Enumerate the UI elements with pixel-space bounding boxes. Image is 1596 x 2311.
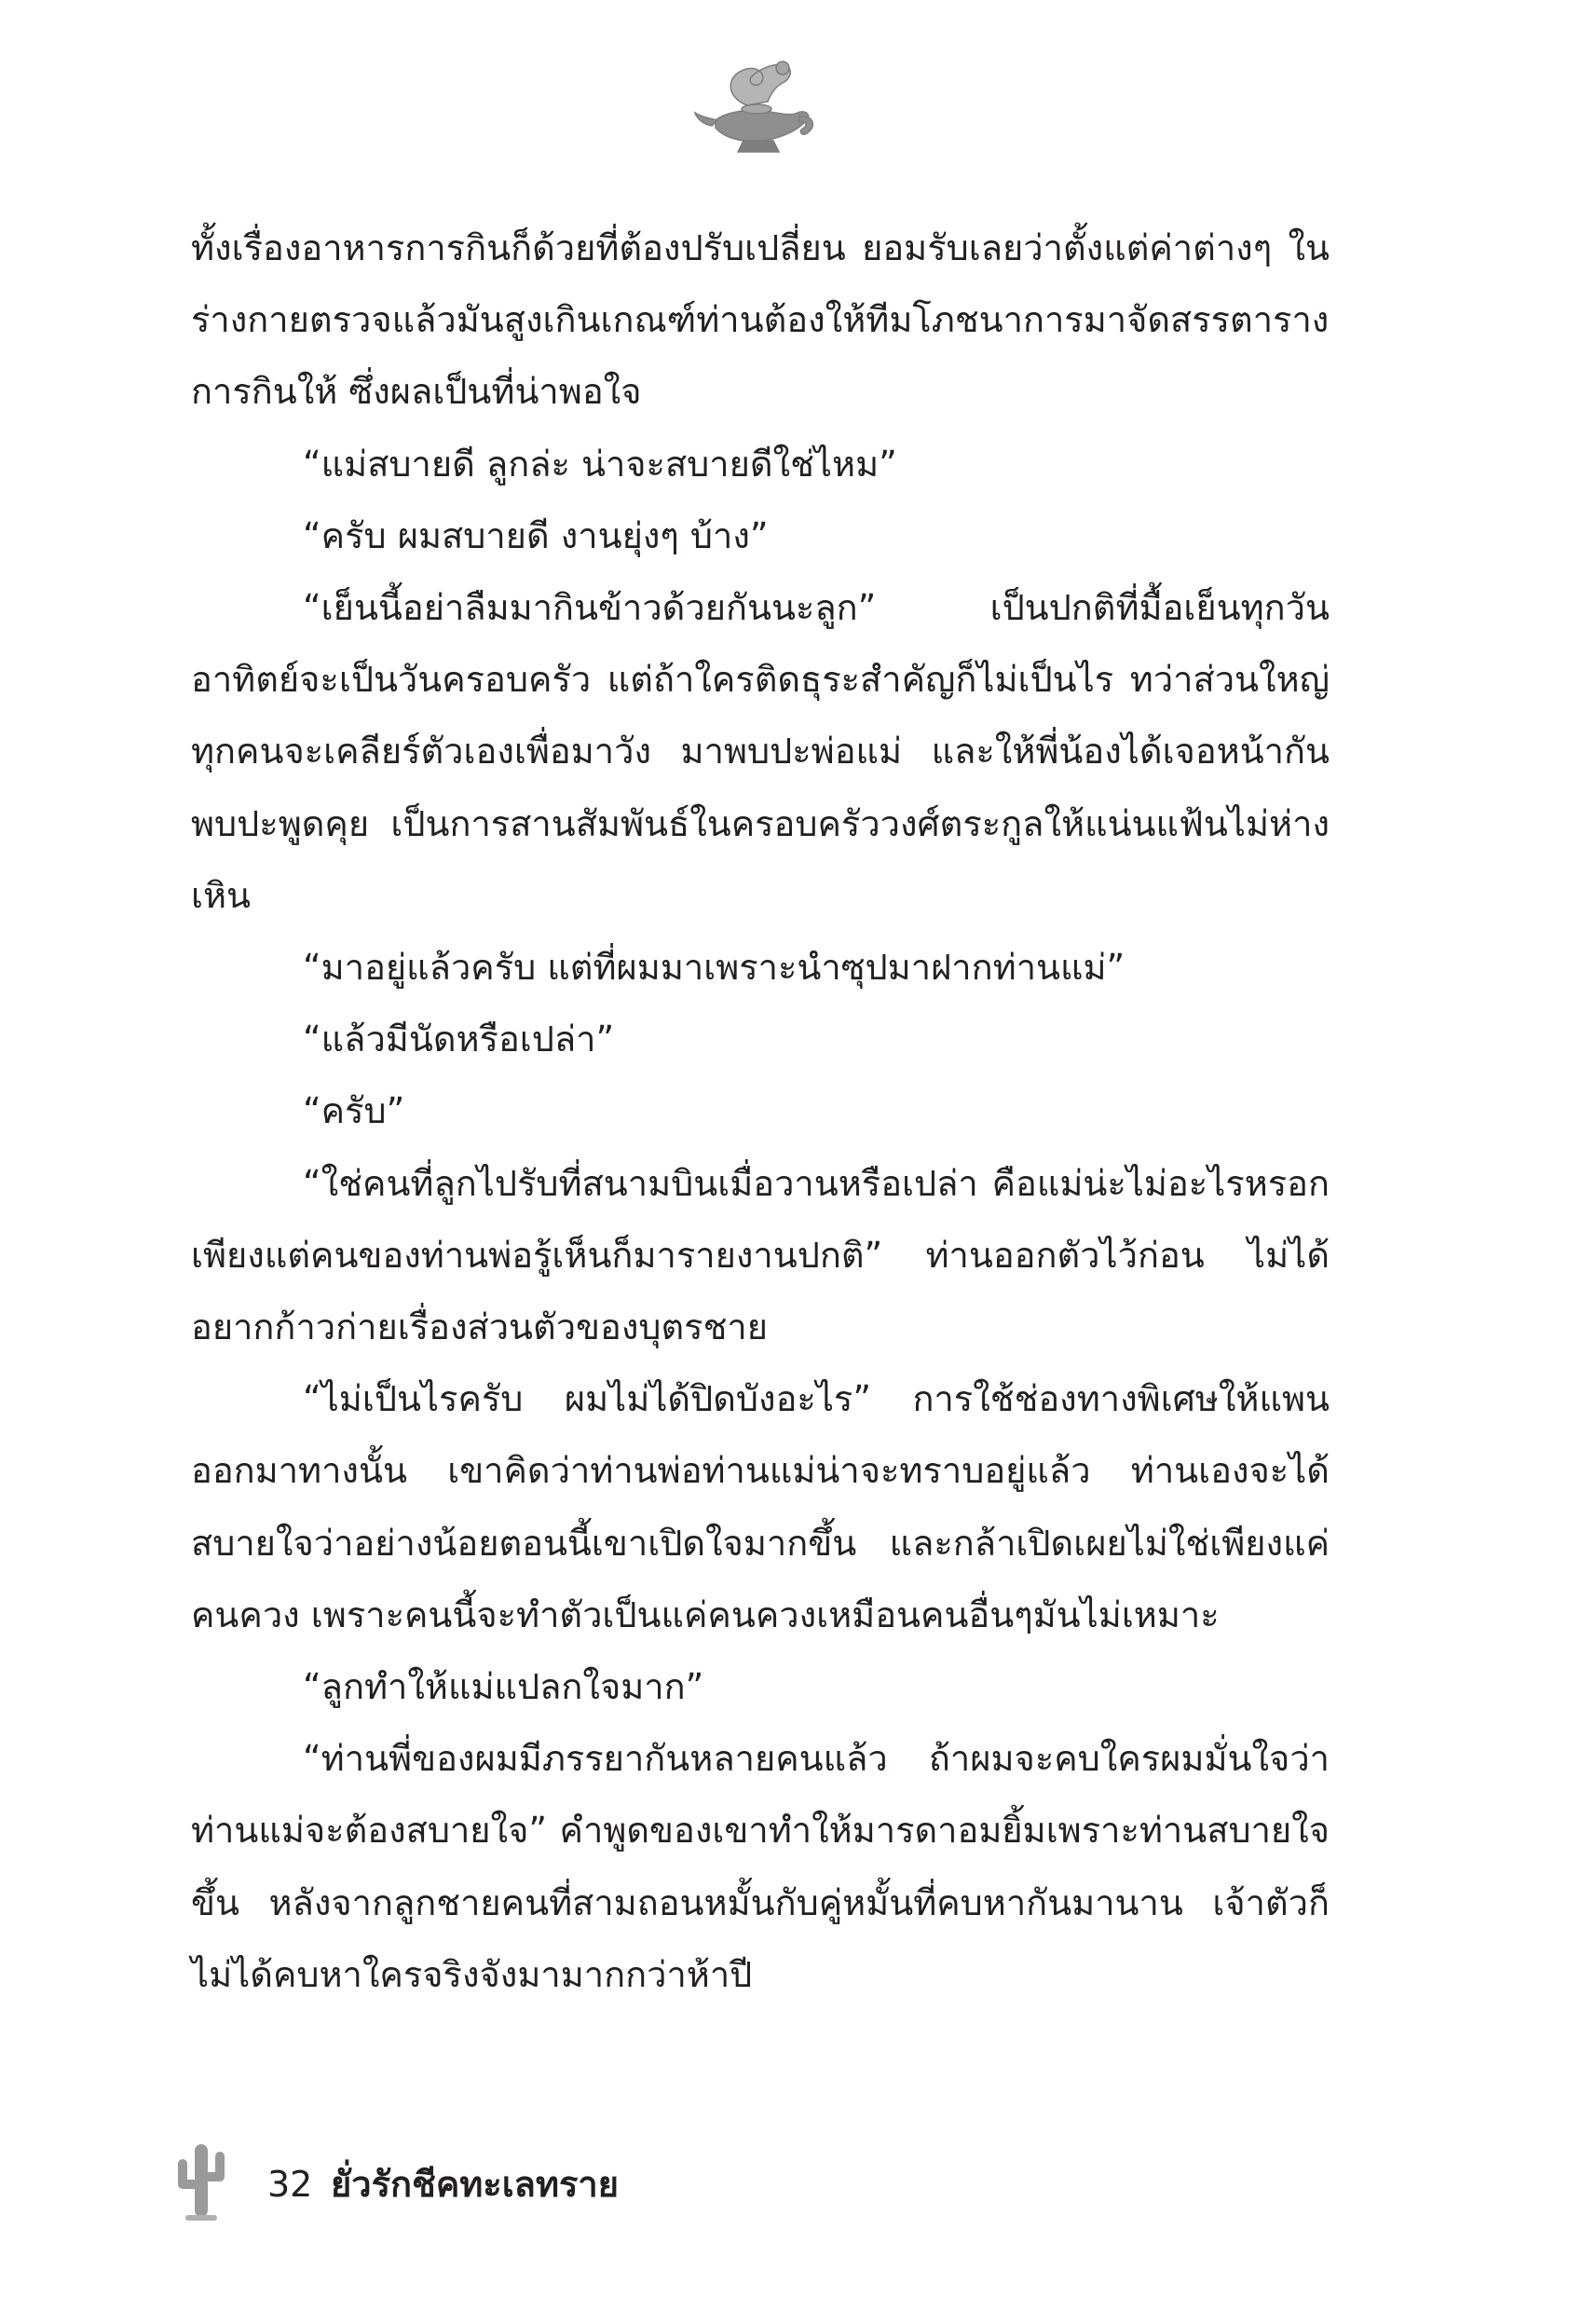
paragraph: “ครับ” bbox=[303, 1090, 405, 1132]
paragraph: “เย็นนี้อย่าลืมมากินข้าวด้วยกันนะลูก” เป็นปกติที่มื้อเย็นทุกวันอาทิตย์จะเป็นวันครอบครัว แต่ถ้าใครติดธุระสำคัญก็ไม่เป็นไร ทว่าส่วนใหญ่ทุกคนจะเคลียร์ตัวเองเพื่อมาวัง มาพบปะพ่อแม่ และให้พี่น้องได้เจอหน้ากันพบปะพูดคุย เป็นการสานสัมพันธ์ในครอบครัววงศ์ตระกูลให้แน่นแฟ้นไม่ห่างเหิน bbox=[191, 587, 1330, 916]
paragraph: “ลูกทำให้แม่แปลกใจมาก” bbox=[303, 1666, 704, 1708]
book-title: ยั่วรักชีคทะเลทราย bbox=[331, 2164, 620, 2205]
paragraph: “มาอยู่แล้วครับ แต่ที่ผมมาเพราะนำซุปมาฝากท่านแม่” bbox=[303, 947, 1125, 989]
paragraph: “ไม่เป็นไรครับ ผมไม่ได้ปิดบังอะไร” การใช้ช่องทางพิเศษให้แพนออกมาทางนั้น เขาคิดว่าท่านพ่อท่านแม่น่าจะทราบอยู่แล้ว ท่านเองจะได้สบายใจว่าอย่างน้อยตอนนี้เขาเปิดใจมากขึ้น และกล้าเปิดเผยไม่ใช่เพียงแค่คนควง เพราะคนนี้จะทำตัวเป็นแค่คนควงเหมือนคนอื่นๆมันไม่เหมาะ bbox=[191, 1378, 1330, 1635]
page-footer bbox=[172, 2139, 825, 2222]
paragraph: “ใช่คนที่ลูกไปรับที่สนามบินเมื่อวานหรือเปล่า คือแม่น่ะไม่อะไรหรอก เพียงแต่คนของท่านพ่อรู้เห็นก็มารายงานปกติ” ท่านออกตัวไว้ก่อน ไม่ได้อยากก้าวก่ายเรื่องส่วนตัวของบุตรชาย bbox=[191, 1162, 1330, 1348]
genie-lamp-icon bbox=[689, 51, 820, 163]
paragraph: “แม่สบายดี ลูกล่ะ น่าจะสบายดีใช่ไหม” bbox=[303, 443, 897, 485]
paragraph: “แล้วมีนัดหรือเปล่า” bbox=[303, 1019, 615, 1060]
paragraph: ทั้งเรื่องอาหารการกินก็ด้วยที่ต้องปรับเปลี่ยน ยอมรับเลยว่าตั้งแต่ค่าต่างๆ ในร่างกายตรวจแล้วมันสูงเกินเกณฑ์ท่านต้องให้ทีมโภชนาการมาจัดสรรตารางการกินให้ ซึ่งผลเป็นที่น่าพอใจ bbox=[191, 227, 1330, 413]
cactus-icon bbox=[172, 2139, 230, 2222]
body-text bbox=[191, 212, 1330, 2132]
page-number: 32 bbox=[267, 2164, 313, 2205]
paragraph: “ครับ ผมสบายดี งานยุ่งๆ บ้าง” bbox=[303, 514, 769, 556]
paragraph: “ท่านพี่ของผมมีภรรยากันหลายคนแล้ว ถ้าผมจะคบใครผมมั่นใจว่าท่านแม่จะต้องสบายใจ” คำพูดของเขาทำให้มารดาอมยิ้มเพราะท่านสบายใจขึ้น หลังจากลูกชายคนที่สามถอนหมั้นกับคู่หมั้นที่คบหากันมานาน เจ้าตัวก็ไม่ได้คบหาใครจริงจังมามากกว่าห้าปี bbox=[191, 1738, 1330, 1995]
